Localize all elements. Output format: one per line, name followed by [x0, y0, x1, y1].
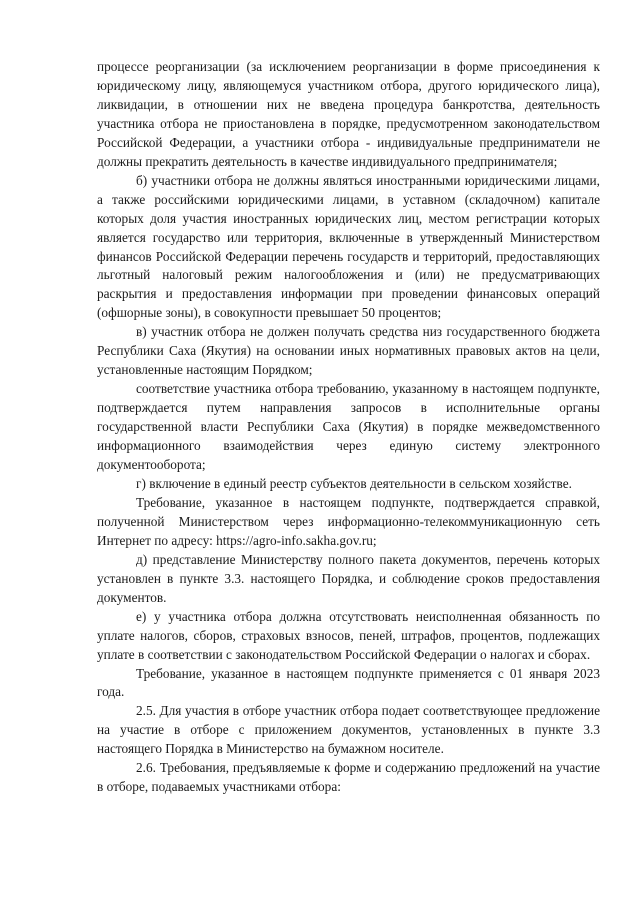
paragraph-item-d: д) представление Министерству полного пакета документов, перечень которых установлен в пункте 3.3. настоящего Порядка, и соблюдение сроков предоставления документов. [97, 551, 600, 605]
paragraph-reorganization-continuation: процессе реорганизации (за исключением реорганизации в форме присоединения к юридическому лицу, являющемуся участником отбора, другого юридического лица), ликвидации, в отношении них не введена процедура банкротства, деятельность участника отбора не приостановлена в порядке, предусмотренном законодательством Российской Федерации, а участники отбора - индивидуальные предприниматели не должны прекратить деятельность в качестве индивидуального предпринимателя; [97, 59, 600, 169]
paragraph-item-v-compliance: соответствие участника отбора требованию, указанному в настоящем подпункте, подтверждается путем направления запросов в исполнительные органы государственной власти Республики Саха (Якутия) в порядке межведомственного информационного взаимодействия через единую систему электронного документооборота; [97, 381, 600, 473]
paragraph-item-e: е) у участника отбора должна отсутствовать неисполненная обязанность по уплате налогов, сборов, страховых взносов, пеней, штрафов, процентов, подлежащих уплате в соответствии с законодательством Российской Федерации о налогах и сборах. [97, 608, 600, 662]
document-body [97, 58, 600, 797]
paragraph-item-v: в) участник отбора не должен получать средства низ государственного бюджета Республики Саха (Якутия) на основании иных нормативных правовых актов на цели, установленные настоящим Порядком; [97, 324, 600, 378]
paragraph-item-g: г) включение в единый реестр субъектов деятельности в сельском хозяйстве. [136, 475, 572, 491]
paragraph-section-2-5: 2.5. Для участия в отборе участник отбора подает соответствующее предложение на участие в отборе с приложением документов, установленных в пункте 3.3 настоящего Порядка в Министерство на бумажном носителе. [97, 703, 600, 757]
paragraph-item-b: б) участники отбора не должны являться иностранными юридическими лицами, а также российскими юридическими лицами, в уставном (складочном) капитале которых доля участия иностранных юридических лиц, местом регистрации которых является государство или территория, включенные в утвержденный Министерством финансов Российской Федерации перечень государств и территорий, предоставляющих льготный налоговый режим налогообложения и (или) не предусматривающих раскрытия и предоставления информации при проведении финансовых операций (офшорные зоны), в совокупности превышает 50 процентов; [97, 172, 600, 321]
paragraph-section-2-6: 2.6. Требования, предъявляемые к форме и содержанию предложений на участие в отборе, подаваемых участниками отбора: [97, 760, 600, 795]
paragraph-item-e-requirement: Требование, указанное в настоящем подпункте применяется с 01 января 2023 года. [97, 665, 600, 700]
paragraph-item-g-requirement: Требование, указанное в настоящем подпункте, подтверждается справкой, полученной Министерством через информационно-телекоммуникационную сеть Интернет по адресу: https://agro-info.sakha.gov.ru; [97, 494, 600, 548]
